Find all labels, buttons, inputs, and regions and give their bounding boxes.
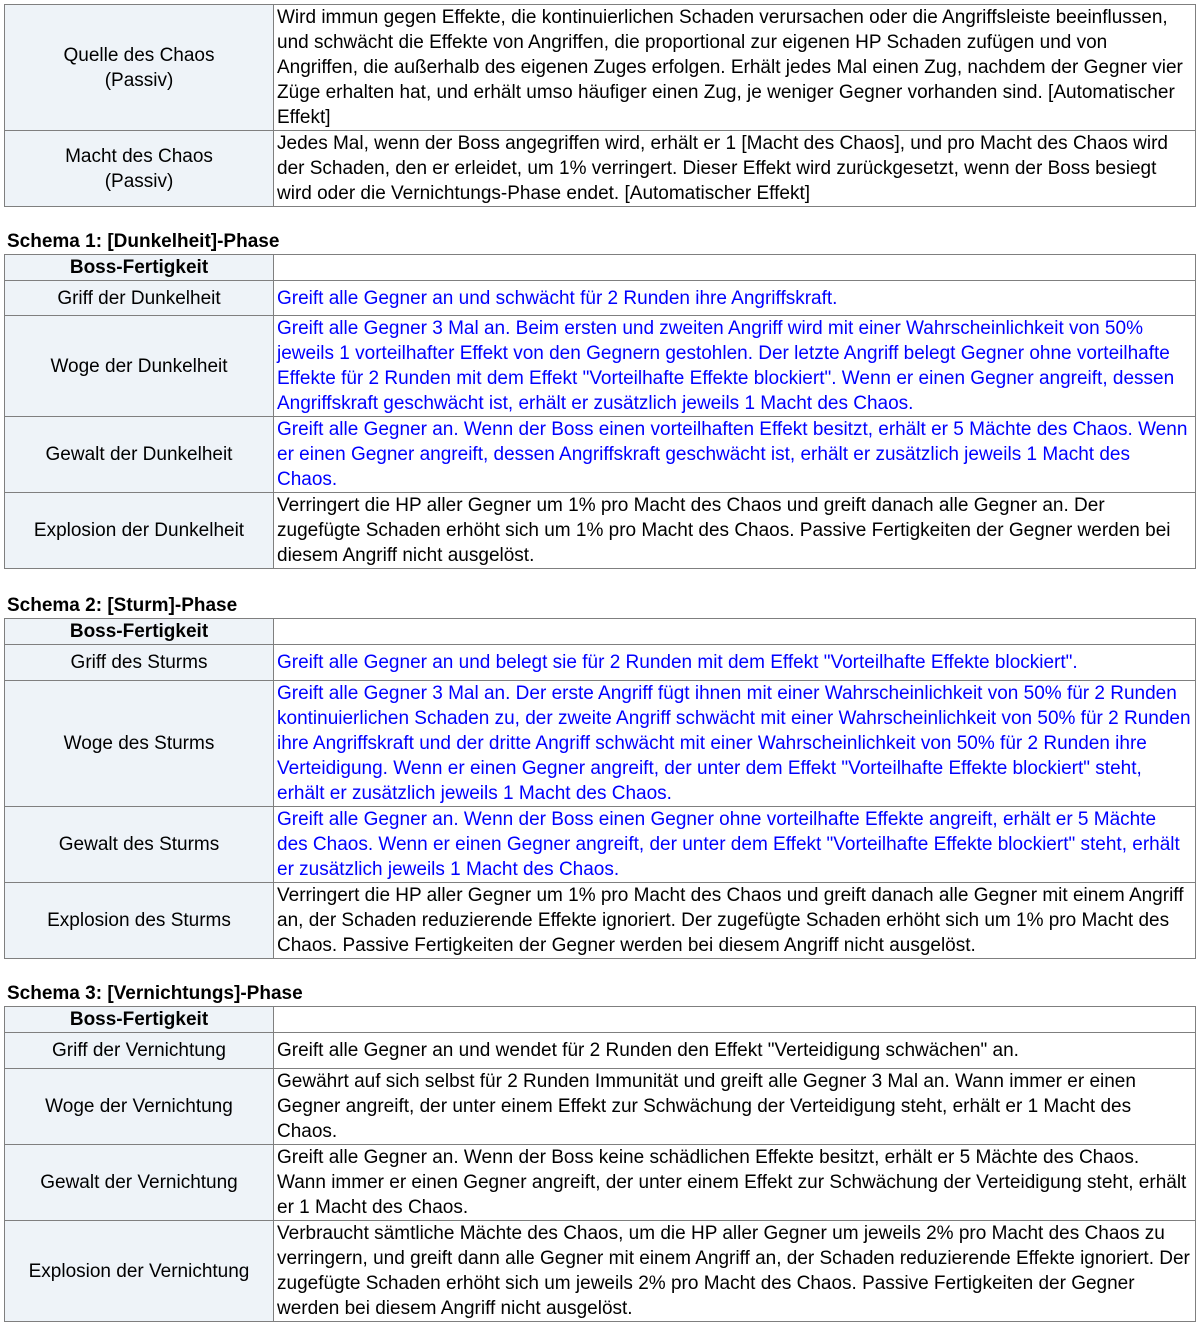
- skill-name-cell: [5, 5, 274, 131]
- schema-1-table: [4, 254, 1196, 569]
- table-row: [5, 316, 1196, 417]
- schema-3-title: Schema 3: [Vernichtungs]-Phase: [7, 983, 303, 1004]
- table-row: [5, 883, 1196, 959]
- column-header-blank: [274, 619, 1196, 645]
- skill-name: Woge des Sturms: [5, 681, 274, 807]
- table-header-row: [5, 619, 1196, 645]
- table-row: [5, 681, 1196, 807]
- skill-name: Gewalt der Dunkelheit: [5, 417, 274, 493]
- skill-type: (Passiv): [104, 69, 174, 91]
- skill-name: Quelle des Chaos: [63, 44, 215, 66]
- skill-name: Woge der Vernichtung: [5, 1069, 274, 1145]
- skill-description: Greift alle Gegner 3 Mal an. Beim ersten und zweiten Angriff wird mit einer Wahrscheinlichkeit von 50% jeweils 1 vorteilhafter Effekt von den Gegnern gestohlen. Der letzte Angriff belegt Gegner ohne vorteilhafte Effekte für 2 Runden mit dem Effekt "Vorteilhafte Effekte blockiert". Wenn er einen Gegner angreift, dessen Angriffskraft geschwächt ist, erhält er zusätzlich jeweils 1 Macht des Chaos.: [274, 316, 1196, 417]
- skill-description: Jedes Mal, wenn der Boss angegriffen wird, erhält er 1 [Macht des Chaos], und pro Macht des Chaos wird der Schaden, den er erleidet, um 1% verringert. Dieser Effekt wird zurückgesetzt, wenn der Boss besiegt wird oder die Vernichtungs-Phase endet. [Automatischer Effekt]: [274, 131, 1196, 207]
- column-header-blank: [274, 1007, 1196, 1033]
- table-header-row: [5, 255, 1196, 281]
- table-row: [5, 417, 1196, 493]
- schema-3-table: [4, 1006, 1196, 1322]
- skill-description: Greift alle Gegner 3 Mal an. Der erste Angriff fügt ihnen mit einer Wahrscheinlichkeit von 50% für 2 Runden kontinuierlichen Schaden zu, der zweite Angriff schwächt mit einer Wahrscheinlichkeit von 50% für 2 Runden ihre Angriffskraft und der dritte Angriff schwächt mit einer Wahrscheinlichkeit von 50% für 2 Runden ihre Verteidigung. Wenn er einen Gegner angreift, der unter dem Effekt "Vorteilhafte Effekte blockiert" steht, erhält er zusätzlich jeweils 1 Macht des Chaos.: [274, 681, 1196, 807]
- table-row: [5, 1145, 1196, 1221]
- skill-name-cell: [5, 131, 274, 207]
- skill-description: Greift alle Gegner an. Wenn der Boss einen Gegner ohne vorteilhafte Effekte angreift, erhält er 5 Mächte des Chaos. Wenn er einen Gegner angreift, der unter dem Effekt "Vorteilhafte Effekte blockiert" steht, erhält er zusätzlich jeweils 1 Macht des Chaos.: [274, 807, 1196, 883]
- table-header-row: [5, 1007, 1196, 1033]
- skill-name: Gewalt des Sturms: [5, 807, 274, 883]
- skill-name: Griff der Vernichtung: [5, 1033, 274, 1069]
- table-row: [5, 5, 1196, 131]
- table-row: [5, 131, 1196, 207]
- table-row: [5, 281, 1196, 316]
- table-row: [5, 807, 1196, 883]
- skill-description: Gewährt auf sich selbst für 2 Runden Immunität und greift alle Gegner 3 Mal an. Wann immer er einen Gegner angreift, der unter einem Effekt zur Schwächung der Verteidigung steht, erhält er 1 Macht des Chaos.: [274, 1069, 1196, 1145]
- schema-1-title: Schema 1: [Dunkelheit]-Phase: [7, 231, 280, 252]
- schema-2-title: Schema 2: [Sturm]-Phase: [7, 595, 238, 616]
- schema-2-table: [4, 618, 1196, 959]
- column-header: Boss-Fertigkeit: [5, 619, 274, 645]
- skill-type: (Passiv): [104, 170, 174, 192]
- skill-name: Explosion der Vernichtung: [5, 1221, 274, 1322]
- skill-description: Verbraucht sämtliche Mächte des Chaos, um die HP aller Gegner um jeweils 2% pro Macht des Chaos zu verringern, und greift dann alle Gegner mit einem Angriff an, der Schaden reduzierende Effekte ignoriert. Der zugefügte Schaden erhöht sich um jeweils 2% pro Macht des Chaos. Passive Fertigkeiten der Gegner werden bei diesem Angriff nicht ausgelöst.: [274, 1221, 1196, 1322]
- passive-table: [4, 4, 1196, 207]
- table-row: [5, 493, 1196, 569]
- skill-description: Greift alle Gegner an und wendet für 2 Runden den Effekt "Verteidigung schwächen" an.: [274, 1033, 1196, 1069]
- column-header: Boss-Fertigkeit: [5, 255, 274, 281]
- skill-name: Explosion des Sturms: [5, 883, 274, 959]
- column-header-blank: [274, 255, 1196, 281]
- table-row: [5, 1033, 1196, 1069]
- skill-name: Woge der Dunkelheit: [5, 316, 274, 417]
- skill-name: Griff der Dunkelheit: [5, 281, 274, 316]
- skill-description: Verringert die HP aller Gegner um 1% pro Macht des Chaos und greift danach alle Gegner mit einem Angriff an, der Schaden reduzierende Effekte ignoriert. Der zugefügte Schaden erhöht sich um 1% pro Macht des Chaos. Passive Fertigkeiten der Gegner werden bei diesem Angriff nicht ausgelöst.: [274, 883, 1196, 959]
- column-header: Boss-Fertigkeit: [5, 1007, 274, 1033]
- skill-description: Greift alle Gegner an. Wenn der Boss einen vorteilhaften Effekt besitzt, erhält er 5 Mächte des Chaos. Wenn er einen Gegner angreift, dessen Angriffskraft geschwächt ist, erhält er zusätzlich jeweils 1 Macht des Chaos.: [274, 417, 1196, 493]
- table-row: [5, 1221, 1196, 1322]
- skill-name: Macht des Chaos: [65, 145, 213, 167]
- skill-description: Greift alle Gegner an. Wenn der Boss keine schädlichen Effekte besitzt, erhält er 5 Mächte des Chaos. Wann immer er einen Gegner angreift, der unter einem Effekt zur Schwächung der Verteidigung steht, erhält er 1 Macht des Chaos.: [274, 1145, 1196, 1221]
- skill-name: Explosion der Dunkelheit: [5, 493, 274, 569]
- skill-description: Greift alle Gegner an und schwächt für 2 Runden ihre Angriffskraft.: [274, 281, 1196, 316]
- table-row: [5, 1069, 1196, 1145]
- skill-description: Verringert die HP aller Gegner um 1% pro Macht des Chaos und greift danach alle Gegner an. Der zugefügte Schaden erhöht sich um 1% pro Macht des Chaos. Passive Fertigkeiten der Gegner werden bei diesem Angriff nicht ausgelöst.: [274, 493, 1196, 569]
- skill-description: Wird immun gegen Effekte, die kontinuierlichen Schaden verursachen oder die Angriffsleiste beeinflussen, und schwächt die Effekte von Angriffen, die proportional zur eigenen HP Schaden zufügen und von Angriffen, die außerhalb des eigenen Zuges erfolgen. Erhält jedes Mal einen Zug, nachdem der Gegner vier Züge erhalten hat, und erhält umso häufiger einen Zug, je weniger Gegner vorhanden sind. [Automatischer Effekt]: [274, 5, 1196, 131]
- skill-name: Griff des Sturms: [5, 645, 274, 681]
- table-row: [5, 645, 1196, 681]
- skill-description: Greift alle Gegner an und belegt sie für 2 Runden mit dem Effekt "Vorteilhafte Effekte blockiert".: [274, 645, 1196, 681]
- skill-name: Gewalt der Vernichtung: [5, 1145, 274, 1221]
